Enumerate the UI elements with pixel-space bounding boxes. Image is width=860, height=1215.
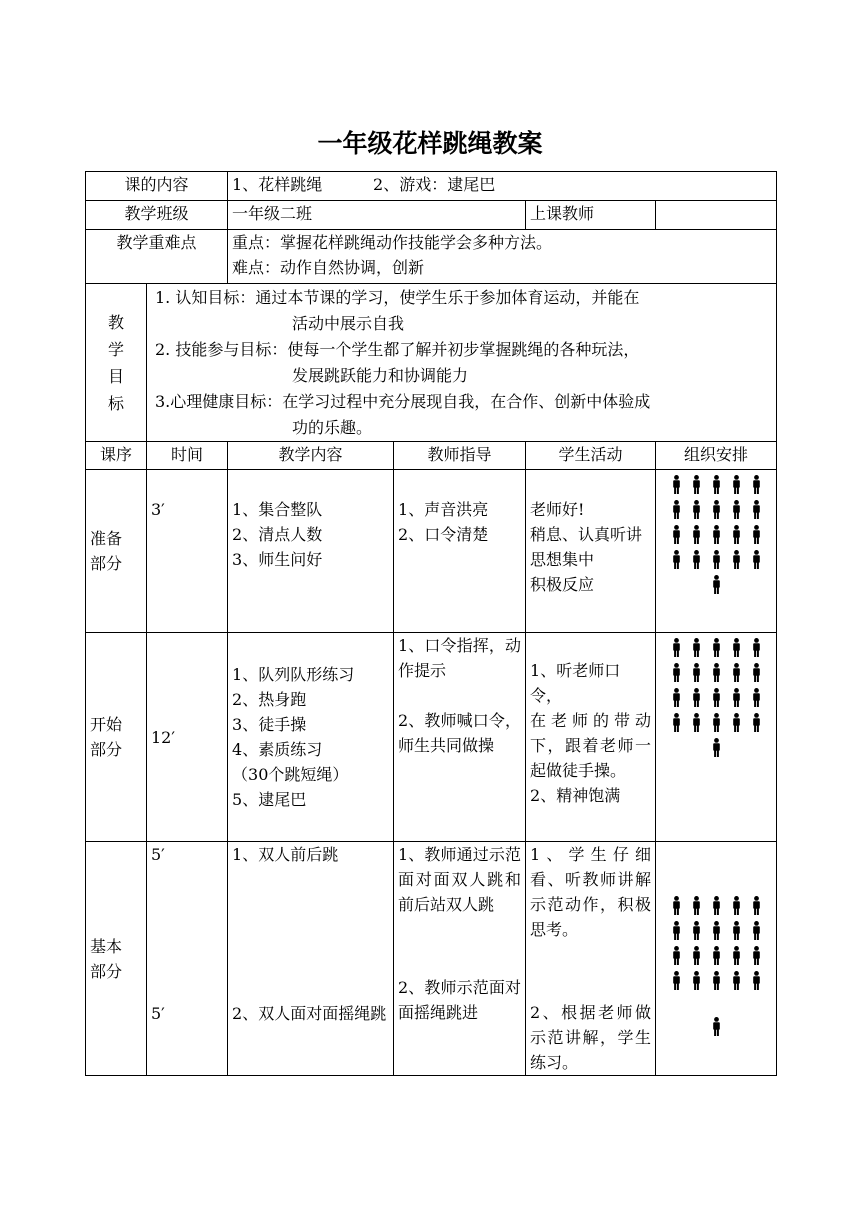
formation-grid bbox=[660, 638, 772, 757]
student-figure-icon bbox=[710, 525, 723, 544]
goal-item: 3.心理健康目标：在学习过程中充分展现自我，在合作、创新中体验成 功的乐趣。 bbox=[155, 392, 651, 437]
content-label: 课的内容 bbox=[86, 172, 228, 201]
student-figure-icon bbox=[710, 550, 723, 569]
student-figure-icon bbox=[730, 713, 743, 732]
student-figure-icon bbox=[750, 663, 763, 682]
student-figure-icon bbox=[670, 688, 683, 707]
section-teacher-guidance: 1、口令指挥，动作提示 2、教师喊口令，师生共同做操 bbox=[394, 633, 526, 842]
student-figure-icon bbox=[750, 475, 763, 494]
student-figure-icon bbox=[710, 971, 723, 990]
student-figure-icon bbox=[730, 971, 743, 990]
student-figure-icon bbox=[730, 896, 743, 915]
student-figure-icon bbox=[730, 946, 743, 965]
section-teacher-guidance: 1、声音洪亮 2、口令清楚 bbox=[394, 470, 526, 633]
keypoint-line: 重点：掌握花样跳绳动作技能学会多种方法。 bbox=[232, 233, 553, 252]
section-content: 1、集合整队 2、清点人数 3、师生问好 bbox=[228, 470, 394, 633]
student-figure-icon bbox=[710, 663, 723, 682]
student-figure-icon bbox=[750, 638, 763, 657]
student-figure-icon bbox=[670, 896, 683, 915]
keypoint-text bbox=[228, 230, 777, 284]
student-figure-icon bbox=[730, 525, 743, 544]
student-figure-icon bbox=[750, 946, 763, 965]
class-label: 教学班级 bbox=[86, 201, 228, 230]
student-figure-icon bbox=[690, 971, 703, 990]
goal-item: 2. 技能参与目标：使每一个学生都了解并初步掌握跳绳的各种玩法， 发展跳跃能力和协调能力 bbox=[155, 340, 640, 385]
section-name: 开始 部分 bbox=[86, 633, 147, 842]
student-figure-icon bbox=[670, 525, 683, 544]
formation-grid bbox=[660, 475, 772, 594]
student-figure-icon bbox=[730, 688, 743, 707]
student-figure-icon bbox=[690, 550, 703, 569]
student-figure-icon bbox=[730, 550, 743, 569]
section-teacher-guidance: 1、教师通过示范面对面双人跳和前后站双人跳 2、教师示范面对面摇绳跳进 bbox=[394, 842, 526, 1076]
student-figure-icon bbox=[670, 663, 683, 682]
col-header-student: 学生活动 bbox=[526, 442, 656, 470]
content-value: 1、花样跳绳 2、游戏：逮尾巴 bbox=[228, 172, 777, 201]
section-row-basic bbox=[86, 842, 777, 1076]
section-formation bbox=[656, 842, 777, 1076]
student-figure-icon bbox=[690, 525, 703, 544]
student-figure-icon bbox=[710, 946, 723, 965]
difficulty-line: 难点：动作自然协调，创新 bbox=[232, 258, 425, 277]
student-figure-icon bbox=[750, 550, 763, 569]
student-figure-icon bbox=[750, 713, 763, 732]
student-figure-icon bbox=[670, 971, 683, 990]
section-time: 12′ bbox=[147, 633, 228, 842]
section-name: 基本 部分 bbox=[86, 842, 147, 1076]
goal-item: 1. 认知目标：通过本节课的学习，使学生乐于参加体育运动，并能在 活动中展示自我 bbox=[155, 288, 640, 333]
col-header-time: 时间 bbox=[147, 442, 228, 470]
student-figure-icon bbox=[750, 500, 763, 519]
student-figure-icon bbox=[690, 500, 703, 519]
student-figure-icon bbox=[690, 688, 703, 707]
student-figure-icon bbox=[730, 921, 743, 940]
class-value: 一年级二班 bbox=[228, 201, 526, 230]
student-figure-icon bbox=[730, 663, 743, 682]
section-name: 准备 部分 bbox=[86, 470, 147, 633]
student-figure-icon bbox=[670, 475, 683, 494]
student-figure-icon bbox=[710, 713, 723, 732]
col-header-order: 课序 bbox=[86, 442, 147, 470]
section-row-prep bbox=[86, 470, 777, 633]
student-figure-icon bbox=[710, 921, 723, 940]
student-figure-icon bbox=[750, 525, 763, 544]
section-content: 1、队列队形练习 2、热身跑 3、徒手操 4、素质练习 （30个跳短绳） 5、逮尾巴 bbox=[228, 633, 394, 842]
student-figure-icon bbox=[750, 921, 763, 940]
formation-grid-teacher bbox=[660, 1017, 772, 1036]
section-student-activity: 1、学生仔细看、听教师讲解示范动作，积极思考。 2、根据老师做示范讲解，学生练习。 bbox=[526, 842, 656, 1076]
student-figure-icon bbox=[670, 500, 683, 519]
student-figure-icon bbox=[670, 713, 683, 732]
student-figure-icon bbox=[710, 1017, 723, 1036]
section-formation bbox=[656, 470, 777, 633]
col-header-organization: 组织安排 bbox=[656, 442, 777, 470]
student-figure-icon bbox=[690, 663, 703, 682]
teacher-value bbox=[656, 201, 777, 230]
student-figure-icon bbox=[690, 475, 703, 494]
lesson-plan-table bbox=[85, 171, 777, 1076]
student-figure-icon bbox=[670, 638, 683, 657]
student-figure-icon bbox=[750, 688, 763, 707]
student-figure-icon bbox=[710, 575, 723, 594]
student-figure-icon bbox=[710, 475, 723, 494]
student-figure-icon bbox=[730, 475, 743, 494]
section-time: 3′ bbox=[147, 470, 228, 633]
col-header-content: 教学内容 bbox=[228, 442, 394, 470]
student-figure-icon bbox=[710, 500, 723, 519]
student-figure-icon bbox=[750, 971, 763, 990]
section-formation bbox=[656, 633, 777, 842]
student-figure-icon bbox=[730, 500, 743, 519]
student-figure-icon bbox=[690, 638, 703, 657]
formation-grid bbox=[660, 896, 772, 990]
student-figure-icon bbox=[730, 638, 743, 657]
student-figure-icon bbox=[690, 921, 703, 940]
goals-text bbox=[147, 284, 777, 442]
student-figure-icon bbox=[710, 896, 723, 915]
student-figure-icon bbox=[750, 896, 763, 915]
section-row-start bbox=[86, 633, 777, 842]
student-figure-icon bbox=[690, 713, 703, 732]
student-figure-icon bbox=[710, 738, 723, 757]
student-figure-icon bbox=[670, 946, 683, 965]
student-figure-icon bbox=[670, 921, 683, 940]
student-figure-icon bbox=[690, 946, 703, 965]
section-student-activity: 1、听老师口令， 在老师的带动下，跟着老师一起做徒手操。 2、精神饱满 bbox=[526, 633, 656, 842]
student-figure-icon bbox=[710, 638, 723, 657]
goals-label: 教 学 目 标 bbox=[86, 284, 147, 442]
keypoint-label: 教学重难点 bbox=[86, 230, 228, 284]
student-figure-icon bbox=[690, 896, 703, 915]
section-content: 1、双人前后跳 2、双人面对面摇绳跳 bbox=[228, 842, 394, 1076]
document-title: 一年级花样跳绳教案 bbox=[317, 129, 543, 158]
col-header-teacher: 教师指导 bbox=[394, 442, 526, 470]
section-student-activity: 老师好! 稍息、认真听讲 思想集中 积极反应 bbox=[526, 470, 656, 633]
teacher-label: 上课教师 bbox=[526, 201, 656, 230]
student-figure-icon bbox=[670, 550, 683, 569]
section-time: 5′ 5′ bbox=[147, 842, 228, 1076]
student-figure-icon bbox=[710, 688, 723, 707]
